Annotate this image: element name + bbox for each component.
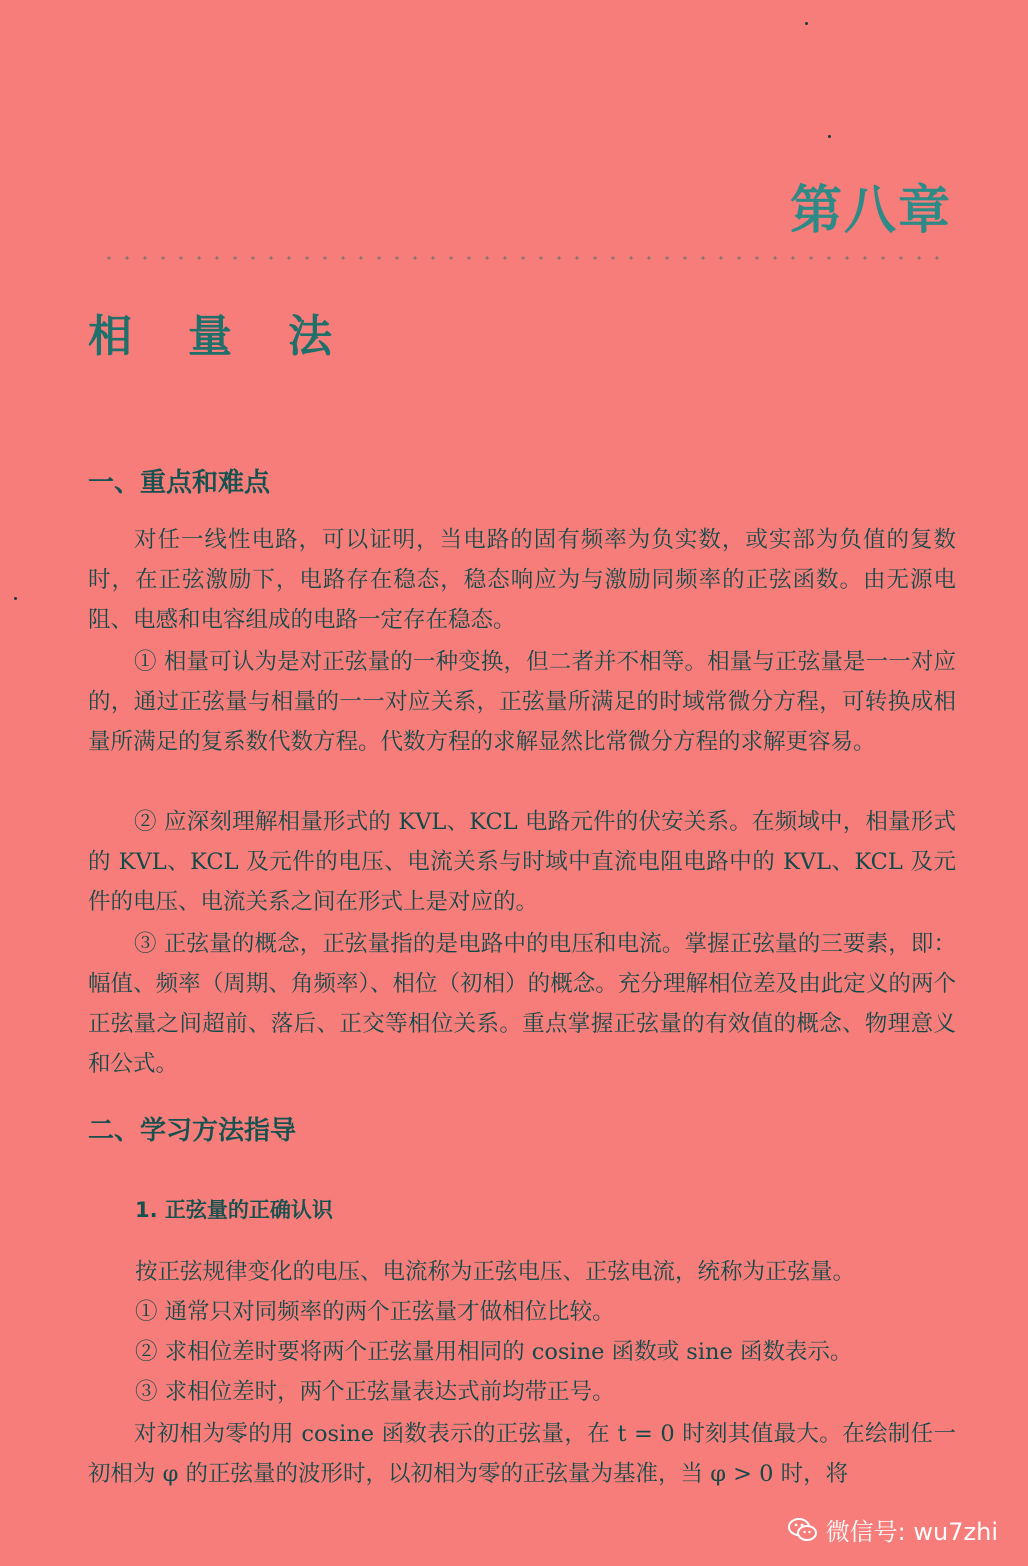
- section2-line-point2: ② 求相位差时要将两个正弦量用相同的 cosine 函数或 sine 函数表示。: [135, 1339, 853, 1365]
- chapter-divider: [100, 252, 950, 264]
- section2-line-point1: ① 通常只对同频率的两个正弦量才做相位比较。: [135, 1299, 615, 1325]
- section2-heading: 二、学习方法指导: [88, 1116, 297, 1146]
- section1-paragraph-point2: ② 应深刻理解相量形式的 KVL、KCL 电路元件的伏安关系。在频域中，相量形式的 KVL、KCL 及元件的电压、电流关系与时域中直流电阻电路中的 KVL、KCL 及元件的电压、电流关系之间在形式上是对应的。: [88, 809, 956, 915]
- section2-subheading: 1. 正弦量的正确认识: [135, 1198, 333, 1222]
- section2-line-definition: 按正弦规律变化的电压、电流称为正弦电压、正弦电流，统称为正弦量。: [135, 1259, 856, 1285]
- section2-line-point3: ③ 求相位差时，两个正弦量表达式前均带正号。: [135, 1379, 615, 1405]
- scan-speck: [14, 597, 17, 600]
- section1-paragraph-point1: ① 相量可认为是对正弦量的一种变换，但二者并不相等。相量与正弦量是一一对应的，通过正弦量与相量的一一对应关系，正弦量所满足的时域常微分方程，可转换成相量所满足的复系数代数方程。代数方程的求解显然比常微分方程的求解更容易。: [88, 649, 956, 755]
- section1-paragraph-point3: ③ 正弦量的概念，正弦量指的是电路中的电压和电流。掌握正弦量的三要素，即：幅值、频率（周期、角频率）、相位（初相）的概念。充分理解相位差及由此定义的两个正弦量之间超前、落后、正交等相位关系。重点掌握正弦量的有效值的概念、物理意义和公式。: [88, 931, 956, 1077]
- section1-heading: 一、重点和难点: [88, 468, 271, 498]
- scan-speck: [805, 22, 808, 25]
- wechat-watermark: [788, 1512, 998, 1547]
- wechat-icon: [788, 1517, 818, 1543]
- chapter-title: 相量法: [88, 311, 388, 362]
- watermark-text: 微信号: wu7zhi: [825, 1518, 998, 1546]
- section2-last-paragraph: 对初相为零的用 cosine 函数表示的正弦量，在 t = 0 时刻其值最大。在绘制任一初相为 φ 的正弦量的波形时，以初相为零的正弦量为基准，当 φ > 0 时，将: [88, 1421, 956, 1487]
- chapter-number: 第八章: [789, 181, 952, 241]
- scan-speck: [828, 135, 831, 138]
- section1-paragraph-intro: 对任一线性电路，可以证明，当电路的固有频率为负实数，或实部为负值的复数时，在正弦激励下，电路存在稳态，稳态响应为与激励同频率的正弦函数。由无源电阻、电感和电容组成的电路一定存在稳态。: [88, 527, 956, 633]
